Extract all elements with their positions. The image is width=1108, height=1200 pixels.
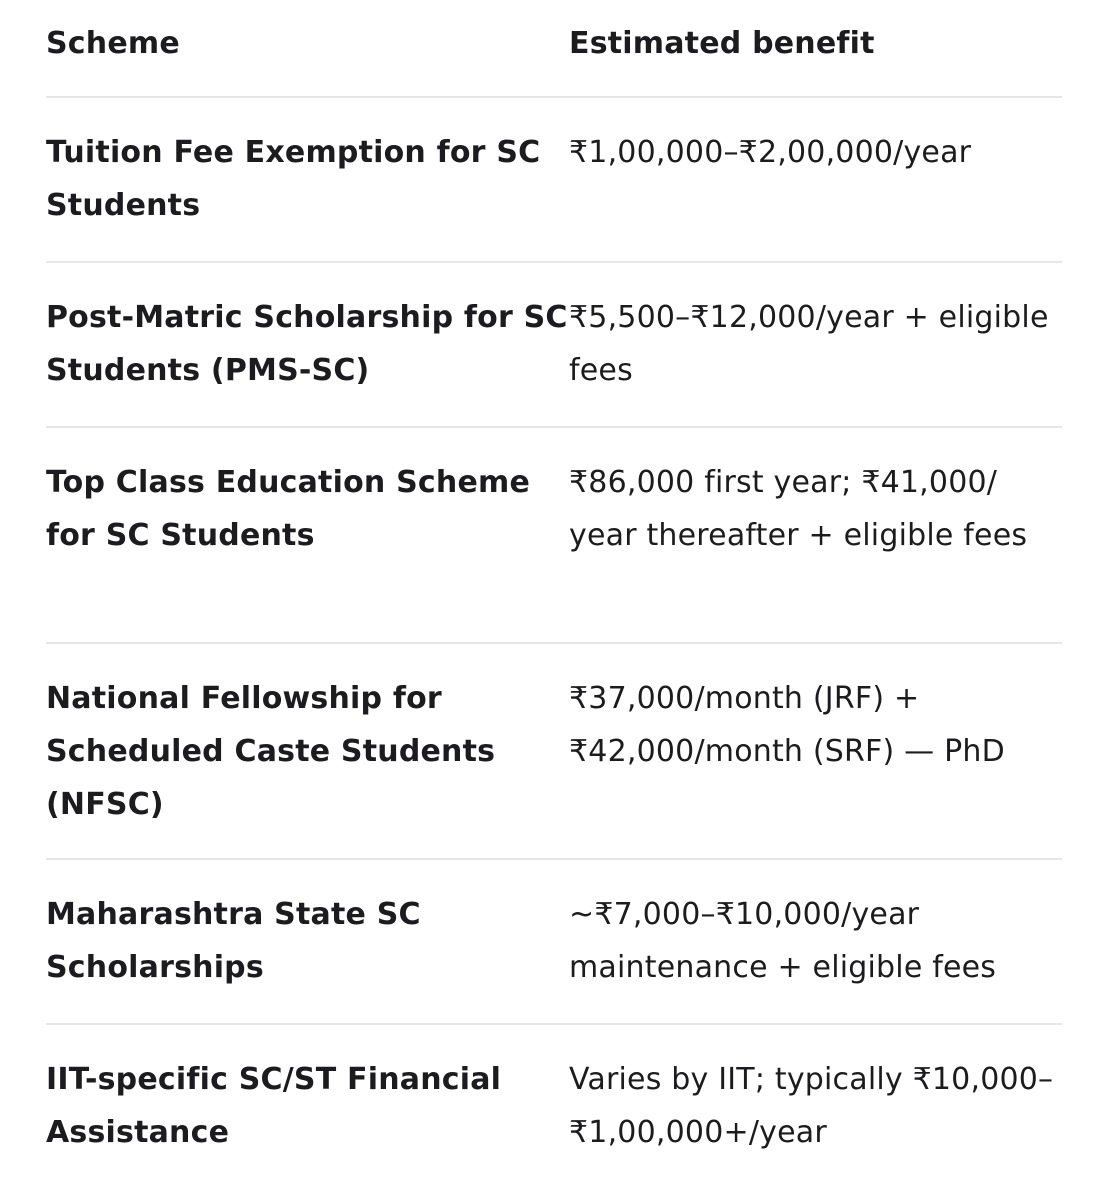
scheme-name: Tuition Fee Exemption for SC Students <box>46 135 541 223</box>
estimated-benefit: ₹5,500–₹12,000/year + eligible fees <box>569 300 1049 388</box>
scheme-name: IIT-specific SC/ST Financial Assistance <box>46 1062 502 1150</box>
column-header-scheme: Scheme <box>46 26 180 61</box>
table-row <box>46 98 1062 263</box>
estimated-benefit: Varies by IIT; typically ₹10,000–₹1,00,000+/year <box>569 1062 1054 1150</box>
estimated-benefit: ₹86,000 first year; ₹41,000/ year thereafter + eligible fees <box>569 465 1028 553</box>
estimated-benefit: ₹37,000/month (JRF) + ₹42,000/month (SRF) — PhD <box>569 681 1005 769</box>
scheme-name: Post-Matric Scholarship for SC Students (PMS-SC) <box>46 300 568 388</box>
table-row <box>46 860 1062 1025</box>
estimated-benefit: ~₹7,000–₹10,000/year maintenance + eligible fees <box>569 897 997 985</box>
table-row <box>46 428 1062 644</box>
column-header-estimated-benefit: Estimated benefit <box>569 26 875 61</box>
table-row <box>46 644 1062 860</box>
scheme-name: Top Class Education Scheme for SC Students <box>46 465 530 553</box>
table-row <box>46 263 1062 428</box>
estimated-benefit: ₹1,00,000–₹2,00,000/year <box>569 135 972 170</box>
table-row <box>46 1025 1062 1190</box>
scheme-name: Maharashtra State SC Scholarships <box>46 897 421 985</box>
benefits-table <box>46 0 1062 1190</box>
table-header-row <box>46 0 1062 98</box>
scheme-name: National Fellowship for Scheduled Caste Students (NFSC) <box>46 681 496 822</box>
